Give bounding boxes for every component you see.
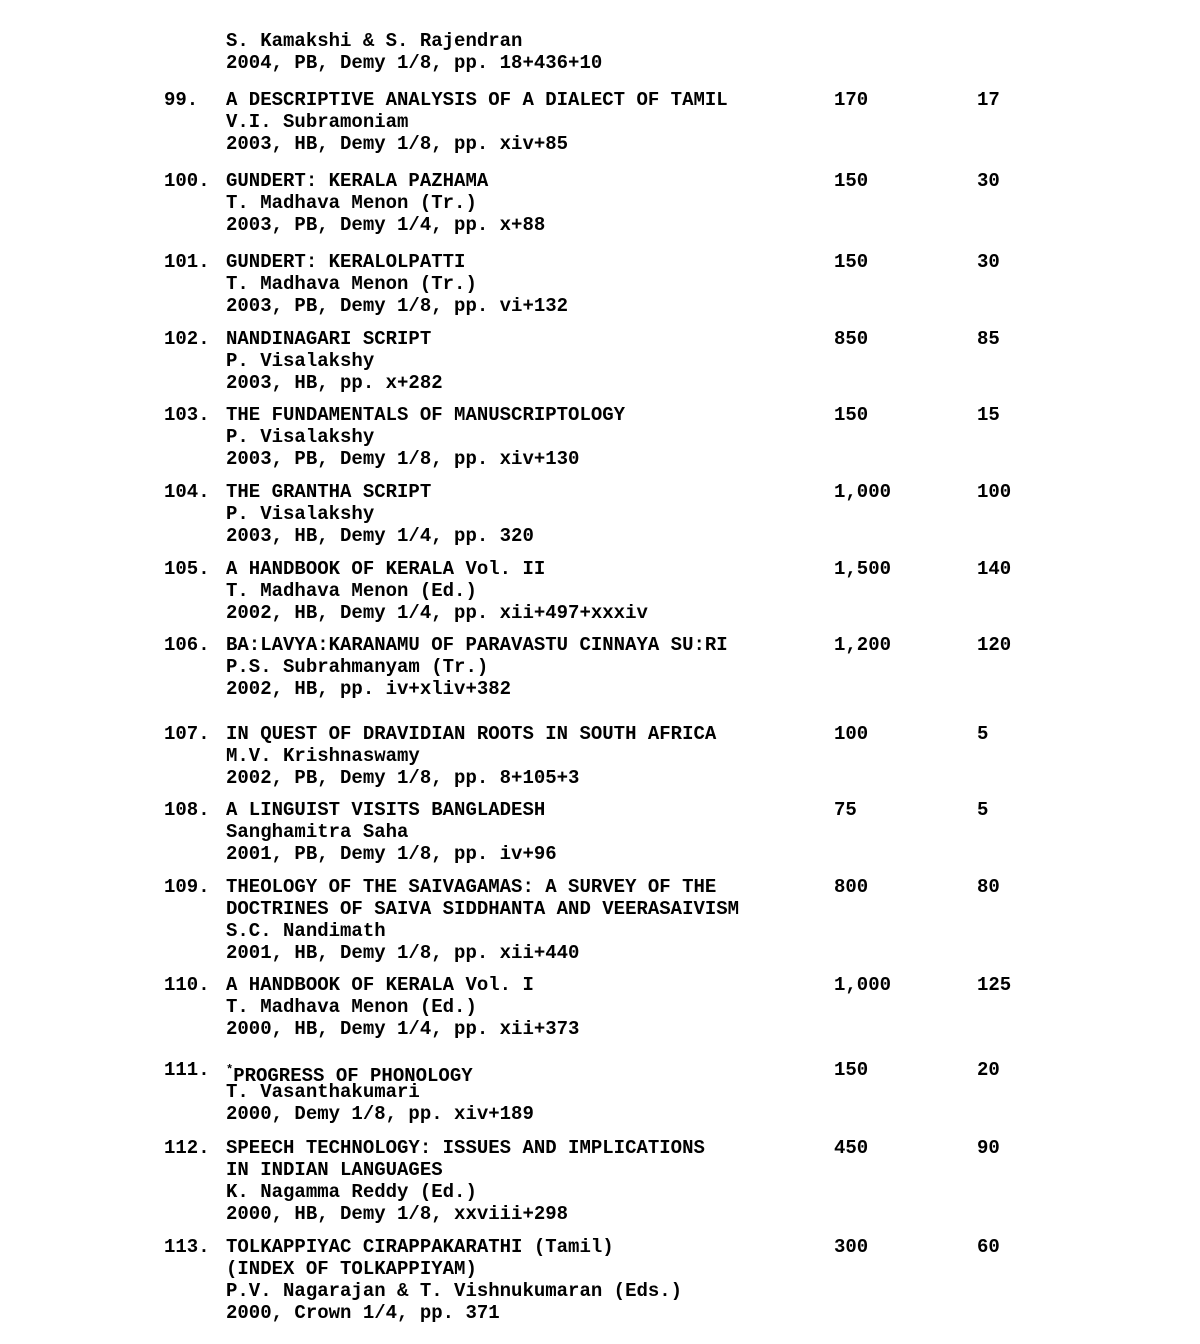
asterisk-marker: * <box>226 1063 234 1077</box>
entry-body <box>226 251 826 317</box>
entry-title: TOLKAPPIYAC CIRAPPAKARATHI (Tamil) <box>226 1236 614 1258</box>
entry-title: A HANDBOOK OF KERALA Vol. I <box>226 974 534 996</box>
price-usd: 30 <box>977 170 1000 192</box>
entry-author: T. Madhava Menon (Tr.) <box>226 192 477 214</box>
entry-author: V.I. Subramoniam <box>226 111 409 133</box>
entry-title: THE GRANTHA SCRIPT <box>226 481 432 503</box>
entry-number: 112. <box>164 1137 210 1159</box>
entry-author: Sanghamitra Saha <box>226 821 409 843</box>
price-usd: 90 <box>977 1137 1000 1159</box>
entry-number: 105. <box>164 558 210 580</box>
price-usd: 120 <box>977 634 1012 656</box>
entry-title-line <box>226 1059 826 1087</box>
entry-author: S. Kamakshi & S. Rajendran <box>226 30 523 52</box>
price-inr: 1,500 <box>834 558 892 580</box>
entry-number: 101. <box>164 251 210 273</box>
price-usd: 17 <box>977 89 1000 111</box>
entry-author: T. Madhava Menon (Ed.) <box>226 996 477 1018</box>
price-inr: 150 <box>834 170 869 192</box>
entry-author: T. Madhava Menon (Tr.) <box>226 273 477 295</box>
price-usd: 80 <box>977 876 1000 898</box>
entry-body <box>226 1236 826 1324</box>
price-usd: 100 <box>977 481 1012 503</box>
price-inr: 100 <box>834 723 869 745</box>
entry-body <box>226 974 826 1040</box>
entry-body <box>226 634 826 700</box>
price-usd: 15 <box>977 404 1000 426</box>
entry-title: PROGRESS OF PHONOLOGY <box>233 1065 473 1087</box>
price-inr: 1,000 <box>834 481 892 503</box>
price-inr: 170 <box>834 89 869 111</box>
entry-body <box>226 558 826 624</box>
entry-details: 2003, PB, Demy 1/8, pp. xiv+130 <box>226 448 580 470</box>
entry-title: IN QUEST OF DRAVIDIAN ROOTS IN SOUTH AFRICA <box>226 723 717 745</box>
price-inr: 150 <box>834 251 869 273</box>
entry-author: M.V. Krishnaswamy <box>226 745 420 767</box>
entry-details: 2002, HB, pp. iv+xliv+382 <box>226 678 512 700</box>
entry-number: 109. <box>164 876 210 898</box>
entry-body <box>226 170 826 236</box>
entry-details: 2003, HB, Demy 1/8, pp. xiv+85 <box>226 133 569 155</box>
entry-details: 2003, HB, pp. x+282 <box>226 372 443 394</box>
price-inr: 450 <box>834 1137 869 1159</box>
entry-number: 102. <box>164 328 210 350</box>
entry-author: P. Visalakshy <box>226 350 375 372</box>
entry-title: THE FUNDAMENTALS OF MANUSCRIPTOLOGY <box>226 404 626 426</box>
entry-body <box>226 30 826 74</box>
entry-body <box>226 1137 826 1225</box>
entry-author: S.C. Nandimath <box>226 920 386 942</box>
entry-number: 103. <box>164 404 210 426</box>
entry-title: A DESCRIPTIVE ANALYSIS OF A DIALECT OF TAMIL <box>226 89 728 111</box>
entry-details: 2000, HB, Demy 1/4, pp. xii+373 <box>226 1018 580 1040</box>
price-inr: 1,000 <box>834 974 892 996</box>
entry-title: BA:LAVYA:KARANAMU OF PARAVASTU CINNAYA SU:RI <box>226 634 728 656</box>
entry-number: 99. <box>164 89 199 111</box>
price-usd: 5 <box>977 799 989 821</box>
entry-details: 2000, HB, Demy 1/8, xxviii+298 <box>226 1203 569 1225</box>
entry-number: 111. <box>164 1059 210 1081</box>
entry-details: 2001, PB, Demy 1/8, pp. iv+96 <box>226 843 557 865</box>
entry-title: THEOLOGY OF THE SAIVAGAMAS: A SURVEY OF THE <box>226 876 717 898</box>
price-inr: 150 <box>834 404 869 426</box>
entry-number: 100. <box>164 170 210 192</box>
entry-details: 2002, HB, Demy 1/4, pp. xii+497+xxxiv <box>226 602 648 624</box>
entry-body <box>226 328 826 394</box>
entry-author: P. Visalakshy <box>226 503 375 525</box>
entry-title-continued: IN INDIAN LANGUAGES <box>226 1159 443 1181</box>
entry-number: 104. <box>164 481 210 503</box>
entry-details: 2000, Crown 1/4, pp. 371 <box>226 1302 500 1324</box>
entry-details: 2003, HB, Demy 1/4, pp. 320 <box>226 525 534 547</box>
entry-author: K. Nagamma Reddy (Ed.) <box>226 1181 477 1203</box>
price-inr: 150 <box>834 1059 869 1081</box>
entry-author: P.V. Nagarajan & T. Vishnukumaran (Eds.) <box>226 1280 683 1302</box>
entry-number: 110. <box>164 974 210 996</box>
entry-author: P.S. Subrahmanyam (Tr.) <box>226 656 489 678</box>
price-inr: 1,200 <box>834 634 892 656</box>
entry-title: A LINGUIST VISITS BANGLADESH <box>226 799 546 821</box>
entry-details: 2002, PB, Demy 1/8, pp. 8+105+3 <box>226 767 580 789</box>
entry-body <box>226 89 826 155</box>
entry-title: GUNDERT: KERALOLPATTI <box>226 251 466 273</box>
price-usd: 20 <box>977 1059 1000 1081</box>
price-inr: 850 <box>834 328 869 350</box>
entry-details: 2003, PB, Demy 1/4, pp. x+88 <box>226 214 546 236</box>
entry-body <box>226 876 826 964</box>
entry-details: 2003, PB, Demy 1/8, pp. vi+132 <box>226 295 569 317</box>
price-usd: 30 <box>977 251 1000 273</box>
entry-body <box>226 481 826 547</box>
entry-title-continued: (INDEX OF TOLKAPPIYAM) <box>226 1258 477 1280</box>
entry-body <box>226 799 826 865</box>
entry-number: 108. <box>164 799 210 821</box>
entry-details: 2004, PB, Demy 1/8, pp. 18+436+10 <box>226 52 603 74</box>
entry-number: 107. <box>164 723 210 745</box>
entry-title: NANDINAGARI SCRIPT <box>226 328 432 350</box>
price-inr: 300 <box>834 1236 869 1258</box>
entry-title: GUNDERT: KERALA PAZHAMA <box>226 170 489 192</box>
entry-title: A HANDBOOK OF KERALA Vol. II <box>226 558 546 580</box>
entry-author: T. Vasanthakumari <box>226 1081 420 1103</box>
entry-body <box>226 404 826 470</box>
price-usd: 140 <box>977 558 1012 580</box>
entry-number: 113. <box>164 1236 210 1258</box>
price-usd: 5 <box>977 723 989 745</box>
entry-author: P. Visalakshy <box>226 426 375 448</box>
entry-author: T. Madhava Menon (Ed.) <box>226 580 477 602</box>
price-usd: 125 <box>977 974 1012 996</box>
entry-body <box>226 723 826 789</box>
entry-number: 106. <box>164 634 210 656</box>
price-usd: 85 <box>977 328 1000 350</box>
entry-body <box>226 1059 826 1125</box>
price-inr: 75 <box>834 799 857 821</box>
price-usd: 60 <box>977 1236 1000 1258</box>
price-inr: 800 <box>834 876 869 898</box>
entry-title: SPEECH TECHNOLOGY: ISSUES AND IMPLICATIONS <box>226 1137 705 1159</box>
entry-title-continued: DOCTRINES OF SAIVA SIDDHANTA AND VEERASAIVISM <box>226 898 740 920</box>
entry-details: 2000, Demy 1/8, pp. xiv+189 <box>226 1103 534 1125</box>
entry-details: 2001, HB, Demy 1/8, pp. xii+440 <box>226 942 580 964</box>
